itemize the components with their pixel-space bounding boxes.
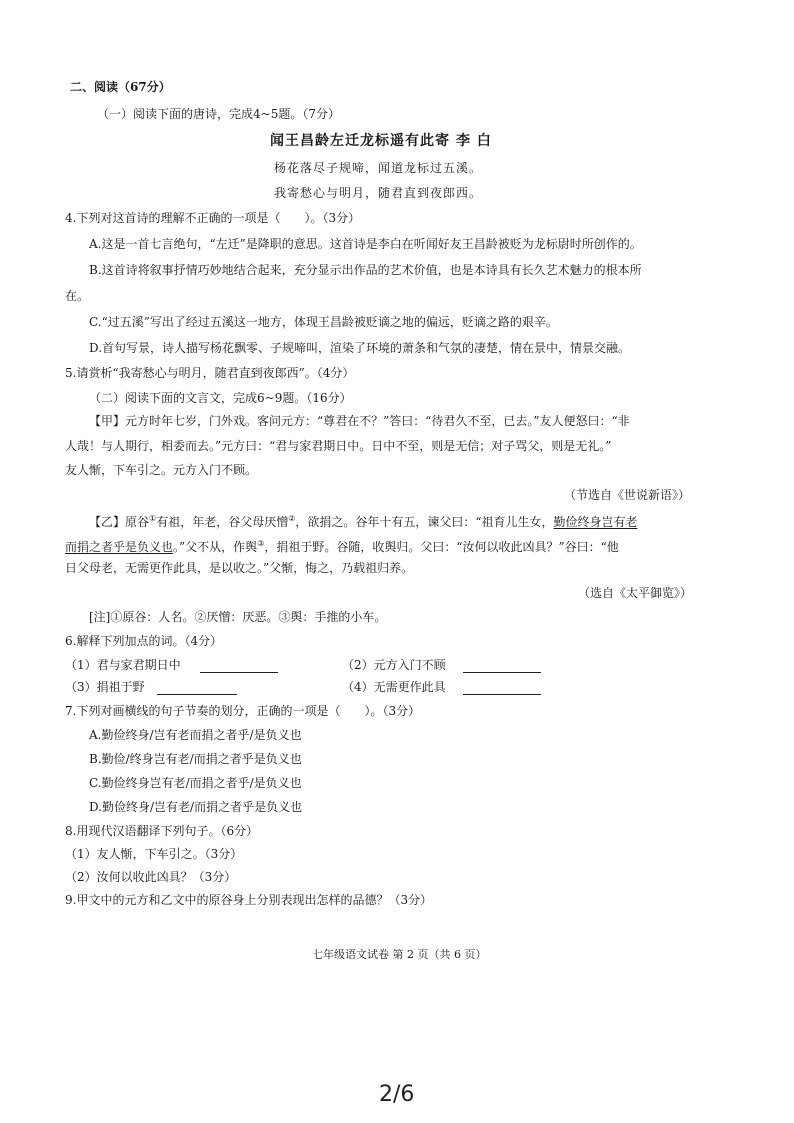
underlined-sentence-part-1: 勤俭终身岂有老 xyxy=(553,515,638,529)
yi-text: ，欲捐之。谷年十有五，谏父曰：“祖育儿生女， xyxy=(295,515,554,529)
q4-option-b-cont: 在。 xyxy=(65,289,90,303)
q7-option-a: A.勤俭终身/岂有老而捐之者乎/是负义也 xyxy=(89,728,302,742)
q4-stem: 4.下列对这首诗的理解不正确的一项是（ ）。（3分） xyxy=(65,211,361,225)
q4-option-c: C.“过五溪”写出了经过五溪这一地方，体现王昌龄被贬谪之地的偏远，贬谪之路的艰辛。 xyxy=(89,315,558,329)
passage-jia-line-2: 人哉！与人期行，相委而去。”元方曰：“君与家君期日中。日中不至，则是无信；对子骂父，则是无礼。” xyxy=(65,439,612,453)
q6-item-2: （2）元方入门不顾 xyxy=(342,658,446,672)
q6-item-4: （4）无需更作此具 xyxy=(342,680,446,694)
q6-answer-blank-1[interactable] xyxy=(200,672,278,673)
passage-jia-line-1: 【甲】元方时年七岁，门外戏。客问元方：“尊君在不？”答曰：“待君久不至，已去。”友人便怒曰：“非 xyxy=(89,414,630,428)
q8-stem: 8.用现代汉语翻译下列句子。（6分） xyxy=(65,824,259,838)
passage-yi-line-2 xyxy=(65,536,619,555)
page-indicator: 2/6 xyxy=(379,1082,415,1107)
note-ref-2: ② xyxy=(288,514,296,523)
passage-yi-source: （选自《太平御览》） xyxy=(578,586,693,600)
yi-text: 。”父不从，作舆 xyxy=(173,540,258,554)
q4-option-d: D.首句写景，诗人描写杨花飘零、子规啼叫，渲染了环境的萧条和气氛的凄楚，情在景中，情景交融。 xyxy=(89,341,631,355)
yi-text: ，捐祖于野。谷随，收舆归。父曰：“汝何以收此凶具？”谷曰：“他 xyxy=(264,540,619,554)
q9-stem: 9.甲文中的元方和乙文中的原谷身上分别表现出怎样的品德？（3分） xyxy=(65,893,433,907)
q4-option-a: A.这是一首七言绝句，“左迁”是降职的意思。这首诗是李白在听闻好友王昌龄被贬为龙标尉时所创作的。 xyxy=(89,237,642,251)
q4-option-b: B.这首诗将叙事抒情巧妙地结合起来，充分显示出作品的艺术价值，也是本诗具有长久艺术魅力的根本所 xyxy=(89,263,642,277)
q6-answer-blank-3[interactable] xyxy=(157,694,237,695)
q6-answer-blank-2[interactable] xyxy=(463,672,541,673)
q6-stem: 6.解释下列加点的词。（4分） xyxy=(65,634,223,648)
q7-option-d: D.勤俭终身/岂有老/而捐之者乎是负义也 xyxy=(89,800,303,814)
q7-stem: 7.下列对画横线的句子节奏的划分，正确的一项是（ ）。（3分） xyxy=(65,704,421,718)
q5-stem: 5.请赏析“我寄愁心与明月，随君直到夜郎西”。（4分） xyxy=(65,366,355,380)
q8-item-1: （1）友人惭，下车引之。（3分） xyxy=(65,847,243,861)
note-ref-1: ① xyxy=(149,514,157,523)
underlined-sentence-part-2: 而捐之者乎是负义也 xyxy=(65,540,174,554)
section-title: 二、阅读（67分） xyxy=(70,80,171,94)
poem-line-1: 杨花落尽子规啼，闻道龙标过五溪。 xyxy=(274,161,483,175)
annotation-notes: [注]①原谷：人名。②厌憎：厌恶。③舆：手推的小车。 xyxy=(89,610,387,624)
yi-text: 【乙】原谷 xyxy=(89,515,150,529)
note-ref-3: ③ xyxy=(257,539,265,548)
passage-jia-line-3: 友人惭，下车引之。元方入门不顾。 xyxy=(65,463,258,477)
poem-line-2: 我寄愁心与明月，随君直到夜郎西。 xyxy=(274,186,483,200)
passage-yi-line-1 xyxy=(89,511,638,530)
part1-intro: （一）阅读下面的唐诗，完成4~5题。（7分） xyxy=(97,107,340,121)
passage-jia-source: （节选自《世说新语》） xyxy=(564,488,691,502)
q6-item-3: （3）捐祖于野 xyxy=(65,680,145,694)
part2-intro: （二）阅读下面的文言文，完成6~9题。（16分） xyxy=(89,391,352,405)
q6-item-1: （1）君与家君期日中 xyxy=(65,658,181,672)
q8-item-2: （2）汝何以收此凶具？（3分） xyxy=(65,870,237,884)
yi-text: 有祖，年老，谷父母厌憎 xyxy=(156,515,289,529)
poem-author: 李 白 xyxy=(456,133,492,149)
q6-answer-blank-4[interactable] xyxy=(463,694,541,695)
q7-option-c: C.勤俭终身岂有老/而捐之者乎/是负义也 xyxy=(89,776,302,790)
poem-title: 闻王昌龄左迁龙标遥有此寄 xyxy=(270,133,450,149)
page-footer: 七年级语文试卷 第 2 页（共 6 页） xyxy=(312,948,487,961)
q7-option-b: B.勤俭/终身岂有老/而捐之者乎是负义也 xyxy=(89,752,302,766)
passage-yi-line-3: 日父母老，无需更作此具，是以收之。”父惭，悔之，乃载祖归养。 xyxy=(65,561,414,575)
